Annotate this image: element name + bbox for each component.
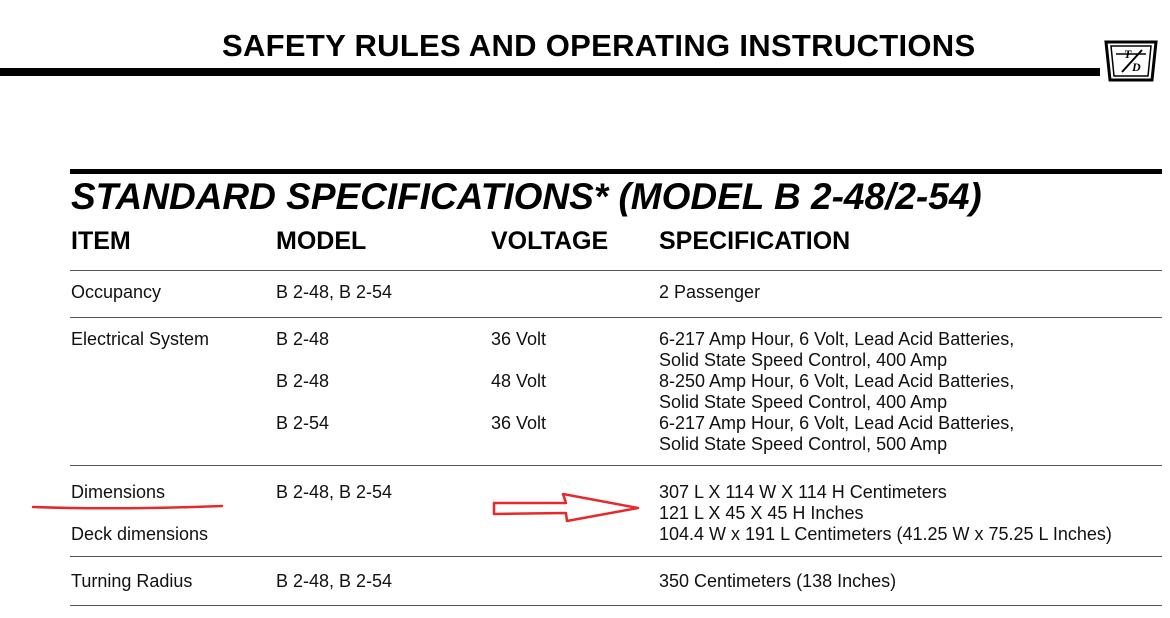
electrical-voltage-3: 36 Volt (491, 413, 547, 433)
dimensions-spec-cm: 307 L X 114 W X 114 H Centimeters (659, 482, 947, 502)
dimensions-item: Dimensions (71, 482, 166, 502)
deck-dimensions-item: Deck dimensions (71, 524, 209, 544)
electrical-spec-2a: 8-250 Amp Hour, 6 Volt, Lead Acid Batteries, (659, 371, 1015, 391)
column-header-item: ITEM (71, 227, 131, 255)
red-arrow-annotation (494, 494, 638, 521)
turning-radius-spec: 350 Centimeters (138 Inches) (659, 571, 897, 591)
turning-radius-model: B 2-48, B 2-54 (276, 571, 393, 591)
section-title: STANDARD SPECIFICATIONS* (MODEL B 2-48/2-54) (71, 176, 982, 217)
electrical-spec-3b: Solid State Speed Control, 500 Amp (659, 434, 948, 454)
electrical-model-3: B 2-54 (276, 413, 330, 433)
electrical-item: Electrical System (71, 329, 210, 349)
occupancy-item: Occupancy (71, 282, 162, 302)
column-header-specification: SPECIFICATION (659, 227, 851, 255)
dimensions-spec-in: 121 L X 45 X 45 H Inches (659, 503, 864, 523)
column-header-model: MODEL (276, 227, 367, 255)
dimensions-model: B 2-48, B 2-54 (276, 482, 393, 502)
red-underline-annotation (33, 506, 222, 508)
logo-letter-t: T (1124, 47, 1132, 61)
electrical-model-2: B 2-48 (276, 371, 330, 391)
turning-radius-item: Turning Radius (71, 571, 193, 591)
occupancy-spec: 2 Passenger (659, 282, 761, 302)
electrical-model-1: B 2-48 (276, 329, 330, 349)
deck-dimensions-spec: 104.4 W x 191 L Centimeters (41.25 W x 75.25 L Inches) (659, 524, 1112, 544)
column-header-voltage: VOLTAGE (491, 227, 609, 255)
occupancy-model: B 2-48, B 2-54 (276, 282, 393, 302)
electrical-voltage-1: 36 Volt (491, 329, 547, 349)
electrical-spec-1a: 6-217 Amp Hour, 6 Volt, Lead Acid Batteries, (659, 329, 1015, 349)
electrical-voltage-2: 48 Volt (491, 371, 547, 391)
electrical-spec-1b: Solid State Speed Control, 400 Amp (659, 350, 948, 370)
page-header-title: SAFETY RULES AND OPERATING INSTRUCTIONS (222, 28, 976, 63)
logo-letter-d: D (1132, 60, 1141, 74)
electrical-spec-3a: 6-217 Amp Hour, 6 Volt, Lead Acid Batteries, (659, 413, 1015, 433)
electrical-spec-2b: Solid State Speed Control, 400 Amp (659, 392, 948, 412)
